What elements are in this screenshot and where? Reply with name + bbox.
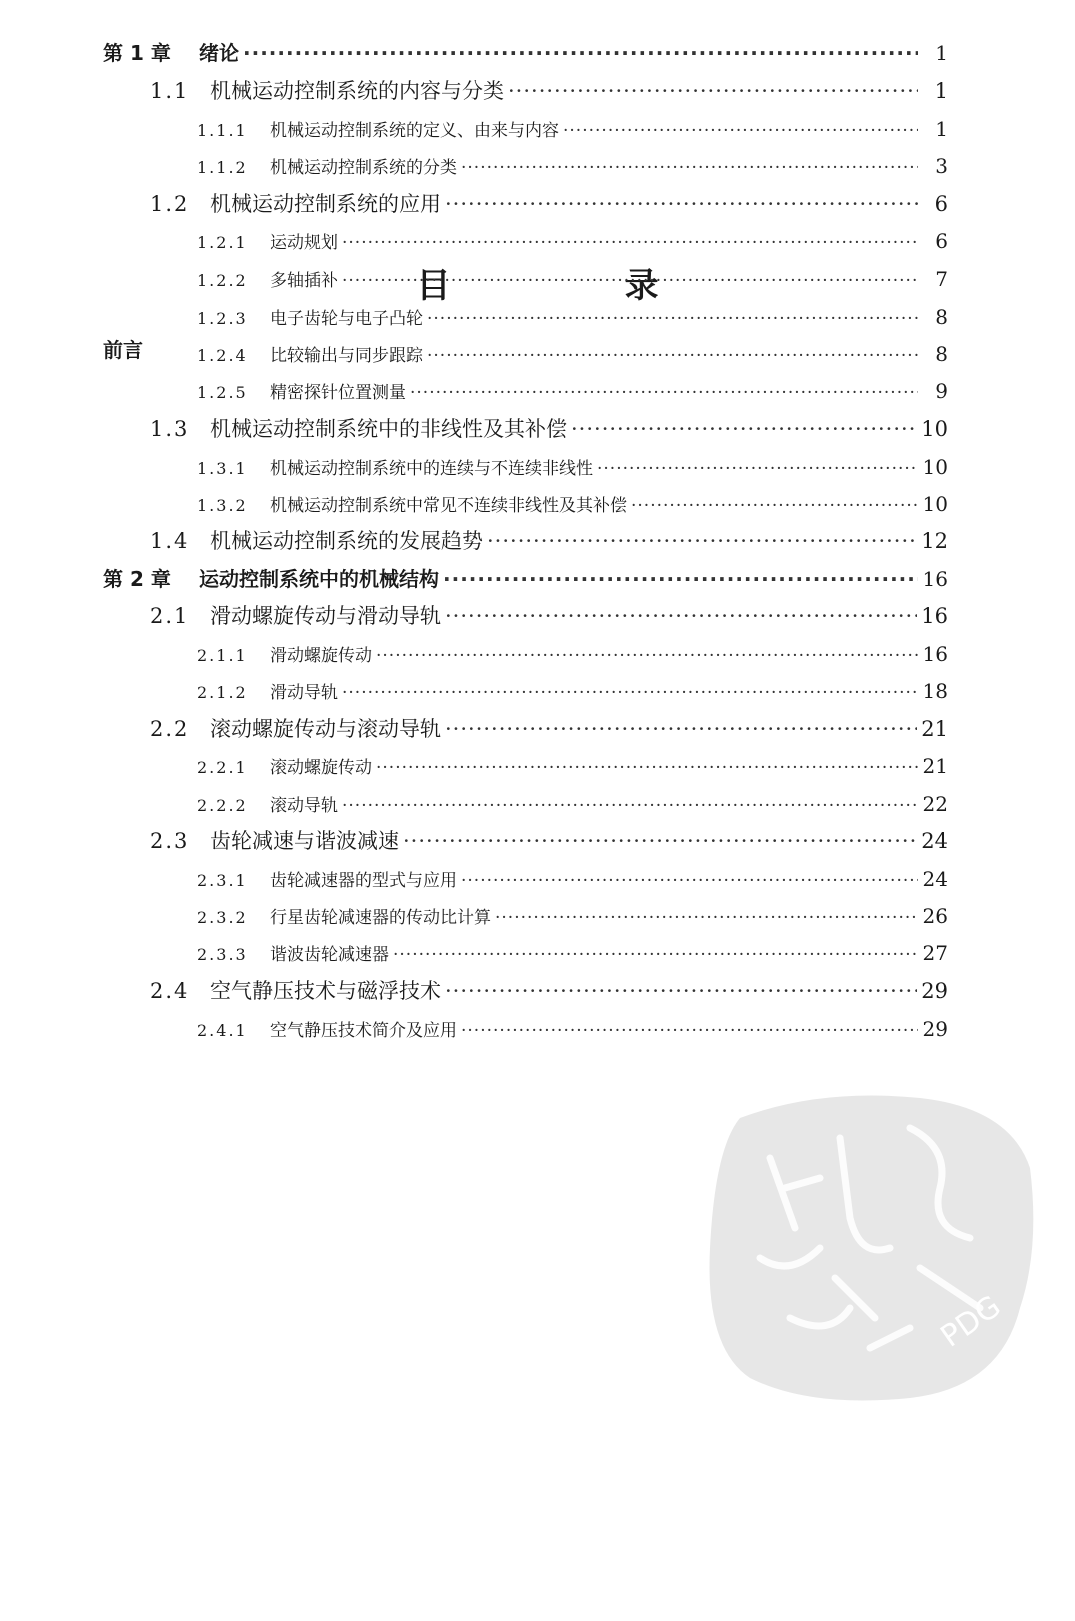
toc-page-number: 24 (921, 829, 948, 853)
toc-entry-title: 齿轮减速器的型式与应用 (270, 871, 457, 891)
toc-subsection-row (197, 901, 948, 931)
toc-entry-title: 谐波齿轮减速器 (270, 945, 389, 965)
toc-page-number: 9 (935, 379, 948, 403)
toc-number: 1.1.1 (197, 121, 248, 140)
toc-subsection-row (197, 452, 948, 482)
toc-number: 2.4.1 (197, 1021, 248, 1040)
toc-subsection-row (197, 339, 948, 369)
toc-entry-title: 精密探针位置测量 (270, 383, 406, 403)
toc-page-number: 8 (935, 342, 948, 366)
toc-entry-title: 齿轮减速与谐波减速 (210, 829, 399, 853)
toc-page-number: 16 (922, 642, 948, 666)
toc-page-number: 10 (921, 417, 948, 441)
toc-leader-dots (342, 228, 918, 258)
toc-entry-title: 运动控制系统中的机械结构 (199, 567, 439, 591)
toc-chapter-row (103, 564, 948, 594)
toc-page-number: 1 (934, 79, 948, 103)
toc-entry-title: 机械运动控制系统中的非线性及其补偿 (210, 417, 567, 441)
library-watermark-stamp (700, 1078, 1040, 1408)
toc-entry-title: 机械运动控制系统的定义、由来与内容 (270, 121, 559, 141)
toc-number: 第 1 章 (103, 41, 171, 65)
toc-number: 2.3.2 (197, 908, 248, 927)
toc-section-row (150, 414, 948, 444)
toc-number: 1.2.3 (197, 309, 248, 328)
toc-leader-dots (410, 378, 918, 408)
toc-entry-title: 机械运动控制系统中常见不连续非线性及其补偿 (270, 496, 627, 516)
toc-subsection-row (197, 676, 948, 706)
toc-entry-title: 机械运动控制系统的发展趋势 (210, 529, 483, 553)
toc-subsection-row (197, 264, 948, 294)
toc-number: 1.2 (150, 192, 190, 216)
toc-page-number: 21 (922, 754, 948, 778)
toc-leader-dots (445, 976, 917, 1006)
toc-chapter-row (103, 38, 948, 68)
toc-leader-dots (461, 153, 918, 183)
toc-entry-title: 电子齿轮与电子凸轮 (270, 309, 423, 329)
watermark-text: PDG (934, 1288, 1008, 1355)
toc-page-number: 16 (921, 604, 948, 628)
toc-subsection-row (197, 114, 948, 144)
toc-number: 第 2 章 (103, 567, 171, 591)
toc-page-number: 6 (935, 229, 948, 253)
toc-leader-dots (445, 601, 917, 631)
toc-leader-dots (376, 753, 918, 783)
toc-subsection-row (197, 938, 948, 968)
toc-number: 1.1.2 (197, 158, 248, 177)
toc-number: 1.2.4 (197, 346, 248, 365)
toc-entry-title: 机械运动控制系统的分类 (270, 158, 457, 178)
toc-entry-title: 空气静压技术与磁浮技术 (210, 979, 441, 1003)
toc-leader-dots (461, 866, 918, 896)
toc-number: 2.1 (150, 604, 190, 628)
toc-subsection-row (197, 151, 948, 181)
toc-leader-dots (571, 414, 917, 444)
toc-entry-title: 滑动螺旋传动与滑动导轨 (210, 604, 441, 628)
toc-subsection-row (197, 639, 948, 669)
toc-entry-title: 滑动螺旋传动 (270, 646, 372, 666)
toc-number: 1.4 (150, 529, 190, 553)
toc-entry-title: 机械运动控制系统的内容与分类 (210, 79, 504, 103)
page-title: 目 录 (416, 266, 729, 306)
toc-number: 1.3 (150, 417, 190, 441)
toc-subsection-row (197, 489, 948, 519)
toc-page-number: 6 (934, 192, 948, 216)
toc-number: 2.2.2 (197, 796, 248, 815)
toc-section-row (150, 826, 948, 856)
toc-entry-title: 行星齿轮减速器的传动比计算 (270, 908, 491, 928)
toc-entry-title: 滚动螺旋传动 (270, 758, 372, 778)
toc-entry-title: 机械运动控制系统的应用 (210, 192, 441, 216)
toc-page-number: 21 (921, 717, 948, 741)
toc-number: 2.3.1 (197, 871, 248, 890)
toc-number: 1.3.1 (197, 459, 248, 478)
toc-leader-dots (403, 826, 917, 856)
toc-number: 2.2 (150, 717, 190, 741)
toc-leader-dots (597, 454, 918, 484)
toc-entry-title: 运动规划 (270, 233, 338, 253)
toc-leader-dots (461, 1016, 918, 1046)
toc-number: 2.1.2 (197, 683, 248, 702)
toc-leader-dots (342, 266, 918, 296)
toc-page-number: 18 (922, 679, 948, 703)
toc-section-row (150, 189, 948, 219)
toc-subsection-row (197, 1014, 948, 1044)
toc-leader-dots (443, 564, 918, 594)
toc-page-number: 10 (922, 492, 948, 516)
toc-leader-dots (445, 189, 918, 219)
toc-section-row (150, 714, 948, 744)
toc-number: 2.1.1 (197, 646, 248, 665)
toc-number: 1.3.2 (197, 496, 248, 515)
toc-page-number: 1 (935, 117, 948, 141)
toc-entry-title: 滑动导轨 (270, 683, 338, 703)
toc-number: 1.2.5 (197, 383, 248, 402)
toc-leader-dots (487, 526, 917, 556)
toc-page-number: 12 (921, 529, 948, 553)
toc-entry-title: 滚动螺旋传动与滚动导轨 (210, 717, 441, 741)
toc-number: 2.3 (150, 829, 190, 853)
toc-leader-dots (508, 76, 918, 106)
toc-number: 2.2.1 (197, 758, 248, 777)
toc-leader-dots (495, 903, 918, 933)
toc-leader-dots (427, 304, 918, 334)
toc-number: 1.2.1 (197, 233, 248, 252)
toc-section-row (150, 601, 948, 631)
toc-number: 1.1 (150, 79, 190, 103)
toc-subsection-row (197, 864, 948, 894)
toc-section-row (150, 976, 948, 1006)
toc-leader-dots (631, 491, 918, 521)
toc-leader-dots (376, 641, 918, 671)
toc-page-number: 10 (922, 455, 948, 479)
toc-page-number: 7 (935, 267, 948, 291)
toc-number: 2.4 (150, 979, 190, 1003)
toc-leader-dots (427, 341, 918, 371)
toc-entry-title: 机械运动控制系统中的连续与不连续非线性 (270, 459, 593, 479)
toc-number: 1.2.2 (197, 271, 248, 290)
toc-leader-dots (393, 940, 918, 970)
toc-page-number: 24 (922, 867, 948, 891)
toc-subsection-row (197, 789, 948, 819)
toc-page-number: 1 (935, 41, 948, 65)
toc-subsection-row (197, 751, 948, 781)
toc-leader-dots (342, 678, 918, 708)
toc-page-number: 26 (922, 904, 948, 928)
toc-leader-dots (563, 116, 918, 146)
toc-preface: 前言 (103, 338, 143, 362)
toc-page-number: 29 (921, 979, 948, 1003)
toc-number: 2.3.3 (197, 945, 248, 964)
toc-page-number: 3 (935, 154, 948, 178)
toc-leader-dots (342, 791, 918, 821)
toc-page-number: 29 (922, 1017, 948, 1041)
toc-page-number: 27 (922, 941, 948, 965)
toc-entry-title: 绪论 (199, 41, 239, 65)
toc-section-row (150, 526, 948, 556)
toc-entry-title: 空气静压技术简介及应用 (270, 1021, 457, 1041)
toc-leader-dots (445, 714, 917, 744)
toc-page-number: 22 (922, 792, 948, 816)
toc-entry-title: 多轴插补 (270, 271, 338, 291)
toc-subsection-row (197, 302, 948, 332)
toc-entry-title: 滚动导轨 (270, 796, 338, 816)
toc-subsection-row (197, 226, 948, 256)
toc-entry-title: 比较输出与同步跟踪 (270, 346, 423, 366)
toc-page-number: 8 (935, 305, 948, 329)
toc-leader-dots (243, 38, 918, 68)
toc-page-number: 16 (922, 567, 948, 591)
toc-subsection-row (197, 376, 948, 406)
toc-section-row (150, 76, 948, 106)
